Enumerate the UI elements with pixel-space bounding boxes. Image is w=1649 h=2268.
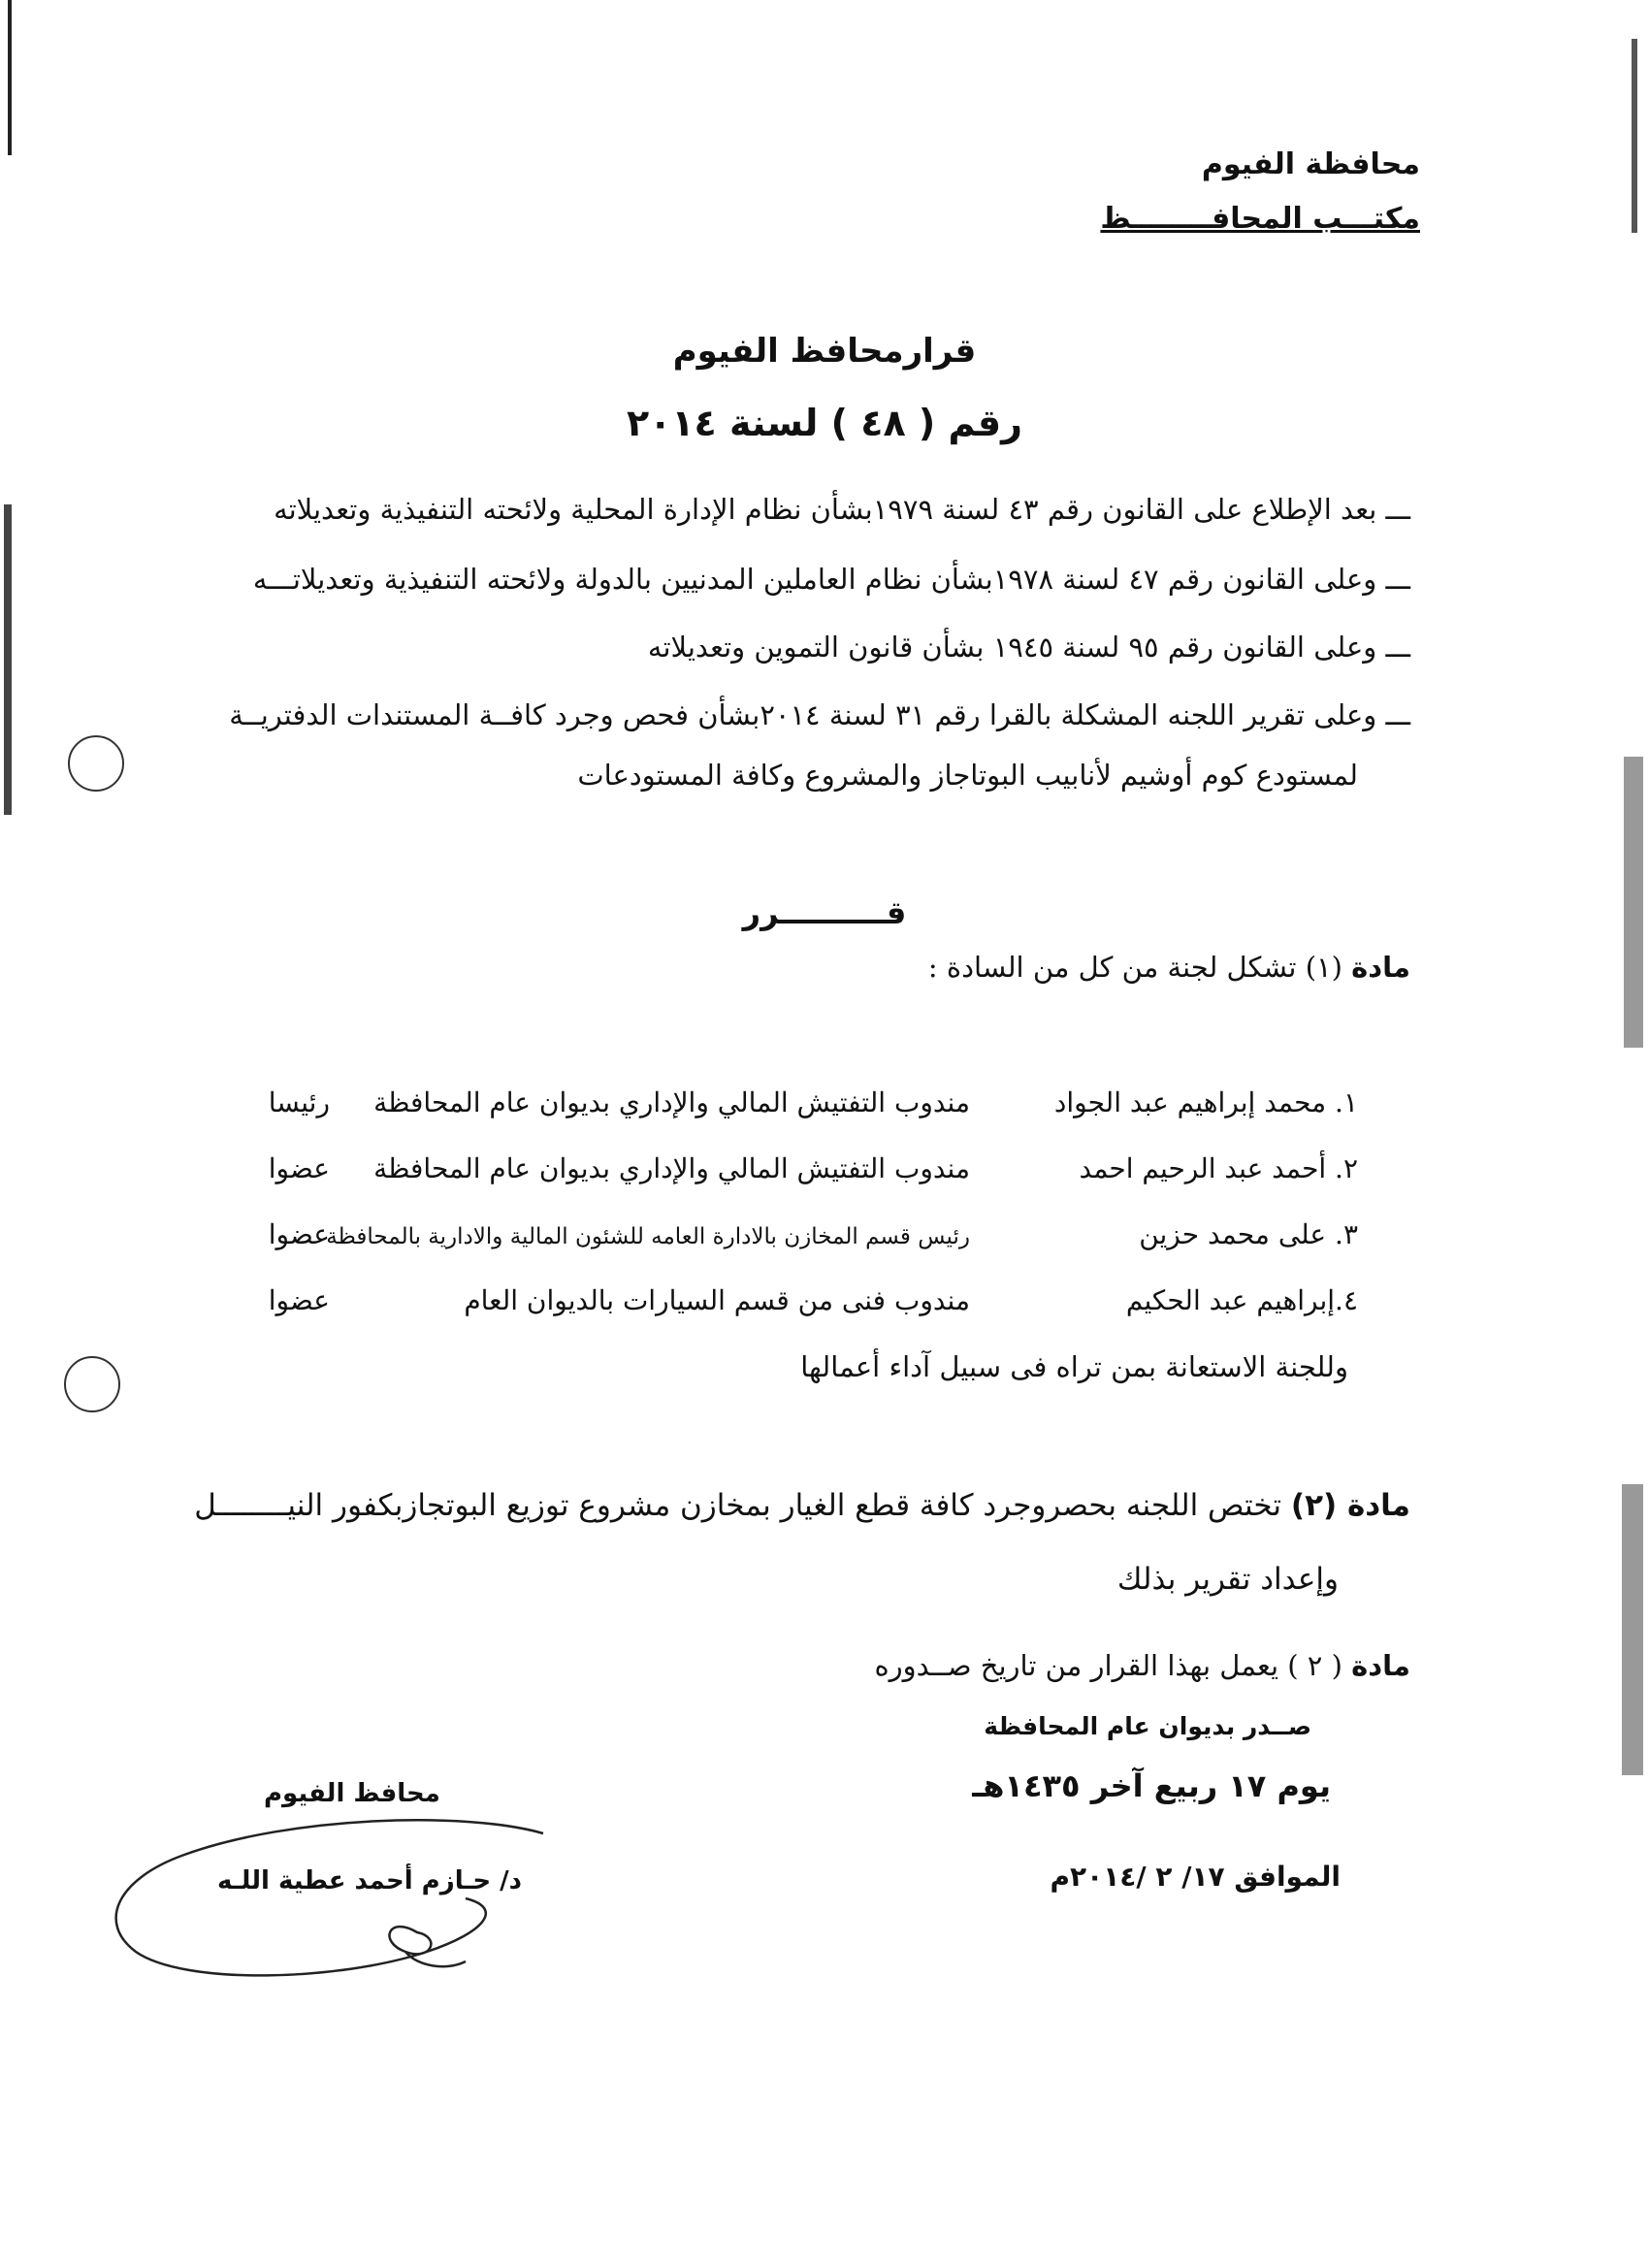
decree-title: قرارمحافظ الفيوم — [672, 332, 977, 371]
governorate-name: محافظة الفيوم — [1201, 147, 1420, 181]
article-3 — [874, 1649, 1410, 1682]
preamble-line: ـــ بعد الإطلاع على القانون رقم ٤٣ لسنة ١٩٧٩بشأن نظام الإدارة المحلية ولائحته التنفيذية وتعديلاته — [274, 493, 1410, 526]
member-role: مندوب فنى من قسم السيارات بالديوان العام — [464, 1284, 970, 1316]
preamble-line: ـــ وعلى القانون رقم ٤٧ لسنة ١٩٧٨بشأن نظام العاملين المدنيين بالدولة ولائحته التنفيذية وتعديلاتـــه — [252, 563, 1410, 596]
member-name: ٣. على محمد حزين — [1139, 1218, 1358, 1250]
letterhead — [1100, 147, 1420, 236]
punch-hole-top — [68, 735, 124, 792]
member-name: ٢. أحمد عبد الرحيم احمد — [1079, 1152, 1358, 1184]
member-row — [268, 1218, 1358, 1261]
member-name: ٤.إبراهيم عبد الحكيم — [1125, 1284, 1358, 1316]
member-name: ١. محمد إبراهيم عبد الجواد — [1053, 1086, 1358, 1118]
article-2-label: مادة (٢) — [1290, 1488, 1410, 1523]
article-3-label: مادة — [1351, 1649, 1410, 1682]
signatory-name: د/ حـازم أحمد عطية اللـه — [217, 1866, 522, 1895]
issued-at: صــدر بديوان عام المحافظة — [984, 1712, 1311, 1740]
scan-edge-left-mid — [4, 504, 12, 815]
scan-edge-right-top — [1632, 39, 1637, 233]
member-status: عضوا — [268, 1152, 330, 1184]
article-2 — [194, 1488, 1410, 1523]
member-row — [268, 1152, 1358, 1195]
preamble-line: لمستودع كوم أوشيم لأنابيب البوتاجاز والمشروع وكافة المستودعات — [577, 759, 1358, 792]
article-2-continuation: وإعداد تقرير بذلك — [1116, 1562, 1339, 1597]
preamble-line: ـــ وعلى القانون رقم ٩٥ لسنة ١٩٤٥ بشأن قانون التموين وتعديلاته — [647, 631, 1410, 664]
article-1 — [928, 951, 1410, 984]
member-status: عضوا — [268, 1284, 330, 1316]
decision-heading: قــــــــــرر — [742, 894, 907, 931]
gregorian-date: الموافق ١٧/ ٢ /٢٠١٤م — [1050, 1861, 1341, 1893]
office-name: مكتـــب المحافــــــــظ — [1100, 202, 1420, 236]
article-1-label: مادة — [1351, 951, 1410, 984]
decree-number: رقم ( ٤٨ ) لسنة ٢٠١٤ — [626, 402, 1023, 444]
member-status: عضوا — [268, 1218, 330, 1250]
article-1-text: (١) تشكل لجنة من كل من السادة : — [927, 951, 1342, 984]
article-3-text: ( ٢ ) يعمل بهذا القرار من تاريخ صــدوره — [874, 1649, 1342, 1682]
article-2-text: تختص اللجنه بحصروجرد كافة قطع الغيار بمخازن مشروع توزيع البوتجازبكفور النيــــــــل — [194, 1488, 1282, 1523]
hijri-date: يوم ١٧ ربيع آخر ١٤٣٥هـ — [972, 1767, 1331, 1804]
assistance-line: وللجنة الاستعانة بمن تراه فى سبيل آداء أعمالها — [800, 1350, 1348, 1383]
signature-icon — [97, 1806, 563, 1991]
member-row — [268, 1284, 1358, 1327]
member-status: رئيسا — [268, 1086, 330, 1118]
scan-edge-left-top — [8, 0, 12, 155]
member-row — [268, 1086, 1358, 1129]
member-role: مندوب التفتيش المالي والإداري بديوان عام المحافظة — [373, 1152, 970, 1184]
preamble-line: ـــ وعلى تقرير اللجنه المشكلة بالقرا رقم ٣١ لسنة ٢٠١٤بشأن فحص وجرد كافــة المستندات الدفتريــة — [229, 698, 1410, 731]
punch-hole-bottom — [64, 1356, 120, 1412]
member-role: مندوب التفتيش المالي والإداري بديوان عام المحافظة — [373, 1086, 970, 1118]
scan-edge-right-lower — [1622, 1484, 1643, 1775]
signatory-title: محافظ الفيوم — [264, 1779, 440, 1808]
member-role: رئيس قسم المخازن بالادارة العامه للشئون المالية والادارية بالمحافظة — [326, 1224, 970, 1249]
